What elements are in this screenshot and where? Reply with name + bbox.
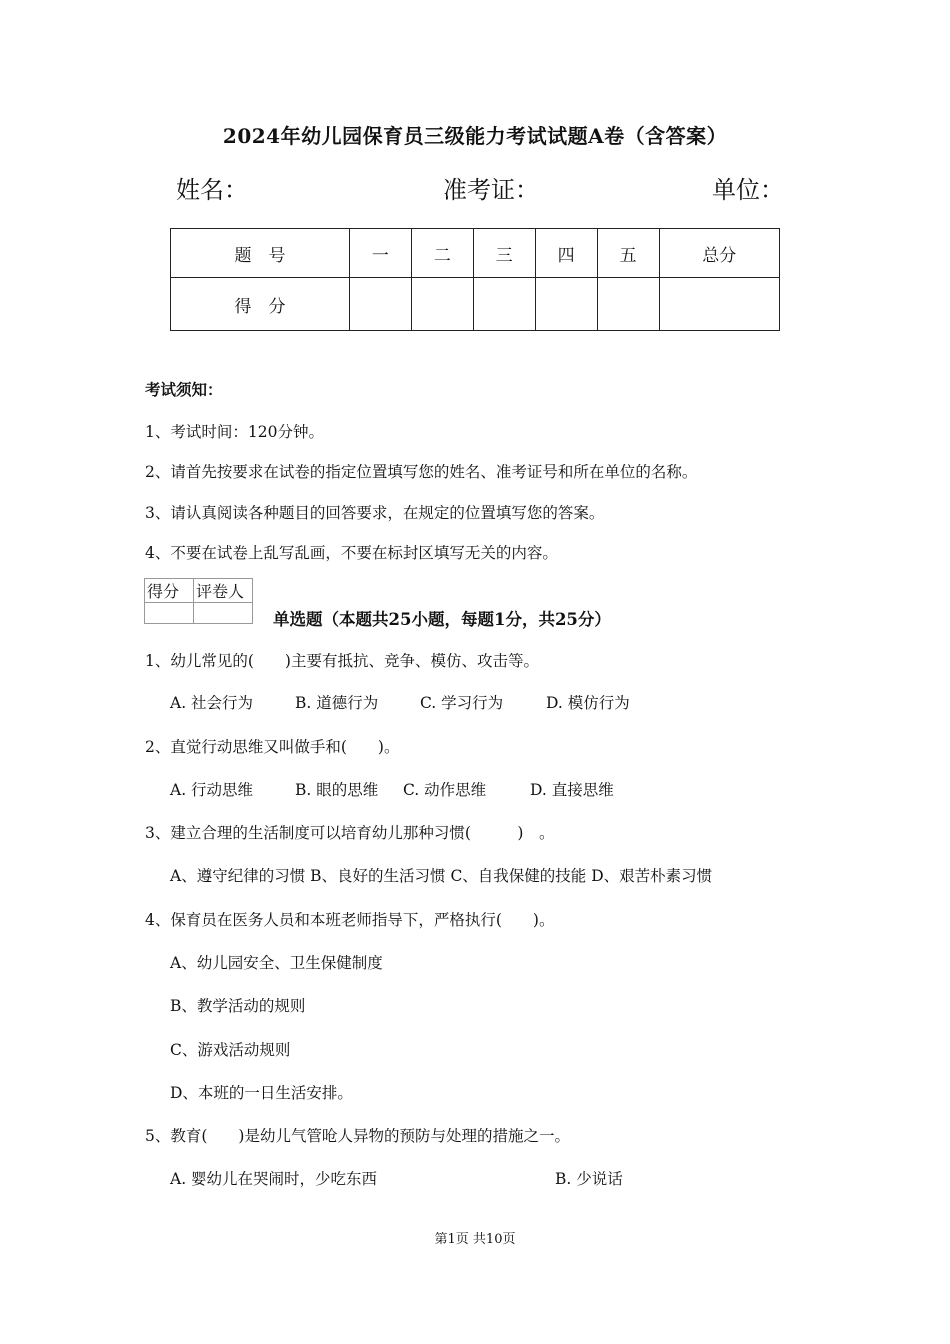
question-stem: 5、教育( )是幼儿气管呛人异物的预防与处理的措施之一。 [145, 1127, 570, 1145]
name-field-label: 姓名： [176, 176, 248, 204]
grader-reviewer-cell[interactable] [194, 603, 253, 624]
grader-reviewer-label: 评卷人 [194, 579, 253, 603]
question-option: C. 学习行为 [420, 694, 504, 712]
score-table-header-row [171, 229, 780, 278]
score-cell[interactable] [597, 278, 659, 331]
question-option: B、教学活动的规则 [170, 997, 306, 1015]
page-footer: 第1页 共10页 [434, 1232, 516, 1247]
grader-box [144, 578, 253, 624]
question-stem: 2、直觉行动思维又叫做手和( )。 [145, 738, 400, 756]
score-table-header-cell: 五 [597, 229, 659, 278]
question-option: A、幼儿园安全、卫生保健制度 [170, 954, 383, 972]
question-option: D. 直接思维 [530, 781, 614, 799]
score-table-header-cell: 总分 [659, 229, 779, 278]
question-option: A. 行动思维 [170, 781, 254, 799]
score-table [170, 228, 780, 331]
question-option: C、游戏活动规则 [170, 1041, 291, 1059]
grader-score-cell[interactable] [145, 603, 194, 624]
unit-field-label: 单位： [712, 176, 784, 204]
question-option: D. 模仿行为 [546, 694, 630, 712]
score-cell[interactable] [659, 278, 779, 331]
score-cell[interactable] [535, 278, 597, 331]
score-table-header-cell: 二 [411, 229, 473, 278]
score-table-score-row [171, 278, 780, 331]
question-option: A. 社会行为 [170, 694, 254, 712]
question-stem: 4、保育员在医务人员和本班老师指导下，严格执行( )。 [145, 911, 555, 929]
question-option: A. 婴幼儿在哭闹时，少吃东西 [170, 1170, 378, 1188]
score-cell[interactable] [473, 278, 535, 331]
notice-item: 2、请首先按要求在试卷的指定位置填写您的姓名、准考证号和所在单位的名称。 [145, 463, 698, 481]
question-option: C. 动作思维 [403, 781, 487, 799]
score-table-header-cell: 题 号 [171, 229, 350, 278]
exam-id-field-label: 准考证： [443, 176, 539, 204]
question-option: B. 道德行为 [295, 694, 379, 712]
score-cell[interactable] [349, 278, 411, 331]
question-options-line: A、遵守纪律的习惯 B、良好的生活习惯 C、自我保健的技能 D、艰苦朴素习惯 [170, 867, 713, 885]
exam-title: 2024年幼儿园保育员三级能力考试试题A卷（含答案） [222, 124, 728, 148]
score-table-header-cell: 三 [473, 229, 535, 278]
notice-item: 1、考试时间：120分钟。 [145, 423, 324, 441]
grader-score-label: 得分 [145, 579, 194, 603]
notice-heading: 考试须知： [145, 380, 223, 399]
section-title: 单选题（本题共25小题，每题1分，共25分） [273, 610, 611, 629]
score-cell[interactable] [411, 278, 473, 331]
question-option: B. 眼的思维 [295, 781, 379, 799]
score-row-label: 得 分 [171, 278, 350, 331]
score-table-header-cell: 四 [535, 229, 597, 278]
notice-item: 4、不要在试卷上乱写乱画，不要在标封区填写无关的内容。 [145, 544, 558, 562]
notice-item: 3、请认真阅读各种题目的回答要求，在规定的位置填写您的答案。 [145, 504, 605, 522]
score-table-header-cell: 一 [349, 229, 411, 278]
question-stem: 3、建立合理的生活制度可以培育幼儿那种习惯( ) 。 [145, 824, 555, 842]
question-stem: 1、幼儿常见的( )主要有抵抗、竞争、模仿、攻击等。 [145, 652, 539, 670]
question-option: D、本班的一日生活安排。 [170, 1084, 353, 1102]
question-option: B. 少说话 [555, 1170, 623, 1188]
